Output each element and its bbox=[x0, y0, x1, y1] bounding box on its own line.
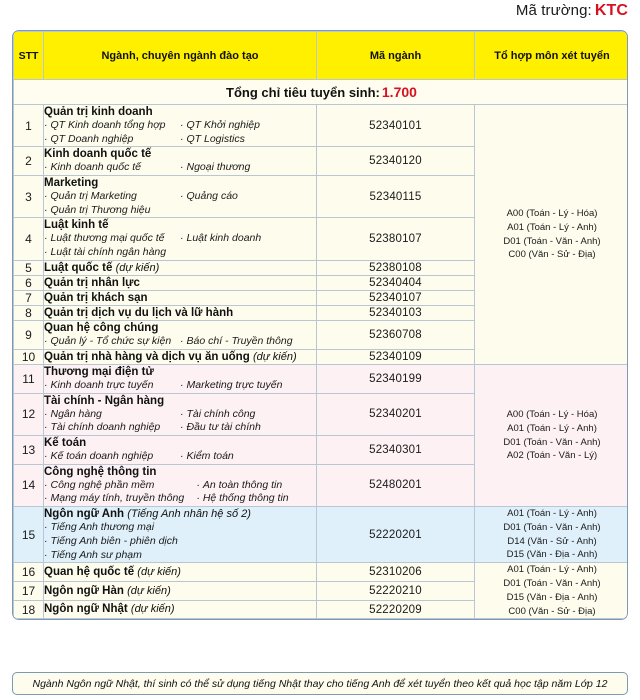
row-index: 7 bbox=[14, 290, 44, 305]
subject-combination-line: D15 (Văn - Địa - Anh) bbox=[506, 591, 598, 603]
major-status-note: (dự kiến) bbox=[137, 565, 181, 578]
header-stt: STT bbox=[14, 32, 44, 80]
specialization-item: · Quảng cáo bbox=[180, 190, 316, 204]
footnote-text: Ngành Ngôn ngữ Nhật, thí sinh có thể sử dụng tiếng Nhật thay cho tiếng Anh để xét tuyển theo kết quả học tập năm Lớp 12 bbox=[32, 677, 608, 690]
specialization-item: · Ngoại thương bbox=[180, 161, 316, 175]
row-index: 13 bbox=[14, 436, 44, 465]
specialization-list bbox=[44, 479, 316, 506]
major-code: 52340101 bbox=[317, 105, 475, 147]
major-status-note: (dự kiến) bbox=[127, 584, 171, 597]
major-title bbox=[44, 465, 316, 479]
row-index: 3 bbox=[14, 175, 44, 217]
major-code: 52360708 bbox=[317, 321, 475, 350]
major-code: 52380107 bbox=[317, 218, 475, 260]
specialization-item: · Ngân hàng bbox=[44, 408, 180, 422]
major-name: Quản trị dịch vụ du lịch và lữ hành bbox=[44, 306, 234, 319]
specialization-item: · Marketing trực tuyến bbox=[180, 379, 316, 393]
major-name: Quản trị nhà hàng và dịch vụ ăn uống bbox=[44, 350, 250, 363]
subject-combination-cell bbox=[475, 365, 629, 507]
school-code-value: KTC bbox=[594, 2, 628, 19]
specialization-item: · Kinh doanh quốc tế bbox=[44, 161, 180, 175]
major-cell bbox=[44, 147, 317, 176]
major-cell bbox=[44, 218, 317, 260]
major-code: 52220201 bbox=[317, 506, 475, 562]
table-row bbox=[14, 105, 629, 147]
subject-combination-line: D15 (Văn - Địa - Anh) bbox=[506, 549, 598, 561]
row-index: 2 bbox=[14, 147, 44, 176]
specialization-list bbox=[44, 232, 316, 259]
row-index: 15 bbox=[14, 506, 44, 562]
major-name: Quan hệ quốc tế bbox=[44, 565, 135, 578]
major-name: Quản trị kinh doanh bbox=[44, 106, 153, 118]
major-name: Kế toán bbox=[44, 437, 87, 450]
subject-combination-line: A01 (Toán - Lý - Anh) bbox=[507, 221, 597, 233]
major-title bbox=[44, 276, 316, 290]
major-title bbox=[44, 394, 316, 408]
specialization-item: · Quản lý - Tổ chức sự kiện bbox=[44, 335, 180, 349]
admissions-table-wrapper bbox=[12, 30, 628, 620]
specialization-item: · Tài chính công bbox=[180, 408, 316, 422]
subject-combination-cell bbox=[475, 506, 629, 562]
row-index: 11 bbox=[14, 365, 44, 394]
major-cell bbox=[44, 365, 317, 394]
major-code: 52340115 bbox=[317, 175, 475, 217]
major-code: 52480201 bbox=[317, 464, 475, 506]
subject-combination-line: D01 (Toán - Văn - Anh) bbox=[503, 436, 601, 448]
major-title bbox=[44, 176, 316, 190]
major-title bbox=[44, 306, 316, 320]
major-code: 52340107 bbox=[317, 290, 475, 305]
header-combination: Tổ hợp môn xét tuyển bbox=[475, 32, 629, 80]
major-title bbox=[44, 365, 316, 379]
row-index: 10 bbox=[14, 349, 44, 364]
subject-combination-line: A00 (Toán - Lý - Hóa) bbox=[506, 208, 598, 219]
major-title bbox=[44, 436, 316, 450]
specialization-list bbox=[44, 190, 316, 217]
specialization-list bbox=[44, 119, 316, 146]
school-code bbox=[516, 2, 628, 20]
row-index: 14 bbox=[14, 464, 44, 506]
subject-combination-line: A00 (Toán - Lý - Hóa) bbox=[506, 408, 598, 420]
major-status-note: (dự kiến) bbox=[252, 350, 297, 363]
row-index: 8 bbox=[14, 305, 44, 320]
major-code: 52340201 bbox=[317, 393, 475, 435]
row-index: 18 bbox=[14, 600, 44, 619]
major-title bbox=[44, 602, 316, 616]
major-name: Thương mại điện tử bbox=[44, 366, 154, 379]
major-cell bbox=[44, 393, 317, 435]
subject-combination-line: A01 (Toán - Lý - Anh) bbox=[507, 508, 597, 520]
specialization-item: · Quản trị Marketing bbox=[44, 190, 180, 204]
admissions-table bbox=[13, 31, 628, 619]
major-code: 52340199 bbox=[317, 365, 475, 394]
specialization-item: · Luật kinh doanh bbox=[180, 232, 316, 246]
specialization-list bbox=[44, 521, 316, 562]
total-quota-cell bbox=[14, 80, 629, 105]
major-name: Quản trị nhân lực bbox=[44, 276, 140, 289]
specialization-item: · Luật thương mại quốc tế bbox=[44, 232, 180, 246]
specialization-item: · Tiếng Anh biên - phiên dịch bbox=[44, 535, 316, 549]
major-title bbox=[44, 291, 316, 305]
row-index: 1 bbox=[14, 105, 44, 147]
specialization-item: · Công nghệ phần mềm bbox=[44, 479, 196, 493]
subject-combination-line: A01 (Toán - Lý - Anh) bbox=[507, 564, 597, 576]
major-title bbox=[44, 261, 316, 275]
major-title bbox=[44, 584, 316, 598]
subject-combination-line: D14 (Văn - Sử - Anh) bbox=[507, 535, 597, 547]
subject-combination-line: A02 (Toán - Văn - Lý) bbox=[506, 450, 598, 462]
table-row bbox=[14, 563, 629, 582]
subject-combination-cell bbox=[475, 105, 629, 365]
major-code: 52310206 bbox=[317, 563, 475, 582]
major-title bbox=[44, 105, 316, 119]
subject-combination-line: D01 (Toán - Văn - Anh) bbox=[503, 235, 601, 247]
major-name: Marketing bbox=[44, 176, 99, 189]
major-cell bbox=[44, 321, 317, 350]
major-title bbox=[44, 507, 316, 521]
major-cell bbox=[44, 506, 317, 562]
row-index: 17 bbox=[14, 581, 44, 600]
header-major: Ngành, chuyên ngành đào tạo bbox=[44, 32, 317, 80]
major-code: 52340103 bbox=[317, 305, 475, 320]
major-status-note: (dự kiến) bbox=[115, 261, 160, 274]
header-row bbox=[14, 32, 629, 80]
major-cell bbox=[44, 105, 317, 147]
major-cell bbox=[44, 275, 317, 290]
specialization-item: · QT Logistics bbox=[180, 133, 316, 147]
major-code: 52220209 bbox=[317, 600, 475, 619]
subject-combination-line: A01 (Toán - Lý - Anh) bbox=[507, 422, 597, 434]
subject-combination-line: D01 (Toán - Văn - Anh) bbox=[503, 521, 601, 533]
major-code: 52220210 bbox=[317, 581, 475, 600]
major-cell bbox=[44, 290, 317, 305]
total-quota-row bbox=[14, 80, 629, 105]
table-row bbox=[14, 506, 629, 562]
major-name: Công nghệ thông tin bbox=[44, 465, 157, 478]
major-code: 52340109 bbox=[317, 349, 475, 364]
major-code: 52340120 bbox=[317, 147, 475, 176]
major-name: Tài chính - Ngân hàng bbox=[44, 394, 165, 407]
total-quota-value: 1.700 bbox=[381, 84, 417, 100]
specialization-item: · QT Kinh doanh tổng hợp bbox=[44, 119, 180, 133]
row-index: 16 bbox=[14, 563, 44, 582]
specialization-list bbox=[44, 450, 316, 464]
major-status-note: (Tiếng Anh nhân hệ số 2) bbox=[127, 507, 251, 520]
major-cell bbox=[44, 581, 317, 600]
table-body bbox=[14, 80, 629, 619]
major-name: Ngôn ngữ Anh bbox=[44, 507, 125, 520]
major-title bbox=[44, 350, 316, 364]
table-row bbox=[14, 365, 629, 394]
row-index: 4 bbox=[14, 218, 44, 260]
specialization-item: · An toàn thông tin bbox=[196, 479, 316, 493]
major-status-note: (dự kiến) bbox=[130, 603, 175, 616]
specialization-item: · QT Doanh nghiệp bbox=[44, 133, 180, 147]
specialization-list bbox=[44, 408, 316, 435]
footnote bbox=[12, 672, 628, 695]
major-title bbox=[44, 565, 316, 579]
table-header bbox=[14, 32, 629, 80]
major-name: Luật kinh tế bbox=[44, 219, 109, 232]
major-cell bbox=[44, 260, 317, 275]
specialization-item: · Kinh doanh trực tuyến bbox=[44, 379, 180, 393]
major-cell bbox=[44, 436, 317, 465]
specialization-item: · Đầu tư tài chính bbox=[180, 421, 316, 435]
major-code: 52340301 bbox=[317, 436, 475, 465]
specialization-item: · Tiếng Anh thương mại bbox=[44, 521, 316, 535]
major-title bbox=[44, 218, 316, 232]
row-index: 5 bbox=[14, 260, 44, 275]
school-code-label: Mã trường: bbox=[515, 2, 592, 19]
major-cell bbox=[44, 563, 317, 582]
major-name: Kinh doanh quốc tế bbox=[44, 148, 152, 161]
specialization-item: · Hệ thống thông tin bbox=[196, 492, 316, 506]
major-name: Ngôn ngữ Hàn bbox=[44, 584, 124, 597]
specialization-item: · Quản trị Thương hiệu bbox=[44, 204, 180, 218]
major-cell bbox=[44, 464, 317, 506]
subject-combination-line: D01 (Toán - Văn - Anh) bbox=[503, 578, 601, 590]
subject-combination-line: C00 (Văn - Sử - Địa) bbox=[508, 249, 596, 261]
specialization-item: · Tiếng Anh sư phạm bbox=[44, 549, 316, 563]
major-cell bbox=[44, 600, 317, 619]
major-name: Luật quốc tế bbox=[44, 261, 113, 274]
major-cell bbox=[44, 175, 317, 217]
major-name: Quản trị khách sạn bbox=[44, 291, 148, 304]
header-code: Mã ngành bbox=[317, 32, 475, 80]
subject-combination-cell bbox=[475, 563, 629, 619]
row-index: 6 bbox=[14, 275, 44, 290]
major-code: 52380108 bbox=[317, 260, 475, 275]
specialization-list bbox=[44, 335, 316, 349]
row-index: 9 bbox=[14, 321, 44, 350]
major-title bbox=[44, 321, 316, 335]
specialization-item: · Tài chính doanh nghiệp bbox=[44, 421, 180, 435]
row-index: 12 bbox=[14, 393, 44, 435]
major-cell bbox=[44, 305, 317, 320]
specialization-item: · QT Khởi nghiệp bbox=[180, 119, 316, 133]
specialization-item: · Kiểm toán bbox=[180, 450, 316, 464]
major-code: 52340404 bbox=[317, 275, 475, 290]
major-title bbox=[44, 147, 316, 161]
specialization-item: · Luật tài chính ngân hàng bbox=[44, 246, 180, 260]
specialization-item: · Mạng máy tính, truyền thông bbox=[44, 492, 196, 506]
major-cell bbox=[44, 349, 317, 364]
total-quota-label: Tổng chỉ tiêu tuyển sinh: bbox=[226, 85, 380, 100]
specialization-item: · Kế toán doanh nghiệp bbox=[44, 450, 180, 464]
specialization-list bbox=[44, 161, 316, 175]
specialization-list bbox=[44, 379, 316, 393]
major-name: Quan hệ công chúng bbox=[44, 322, 159, 334]
major-name: Ngôn ngữ Nhật bbox=[44, 603, 128, 616]
specialization-item: · Báo chí - Truyền thông bbox=[180, 335, 316, 349]
subject-combination-line: C00 (Văn - Sử - Địa) bbox=[508, 605, 596, 617]
